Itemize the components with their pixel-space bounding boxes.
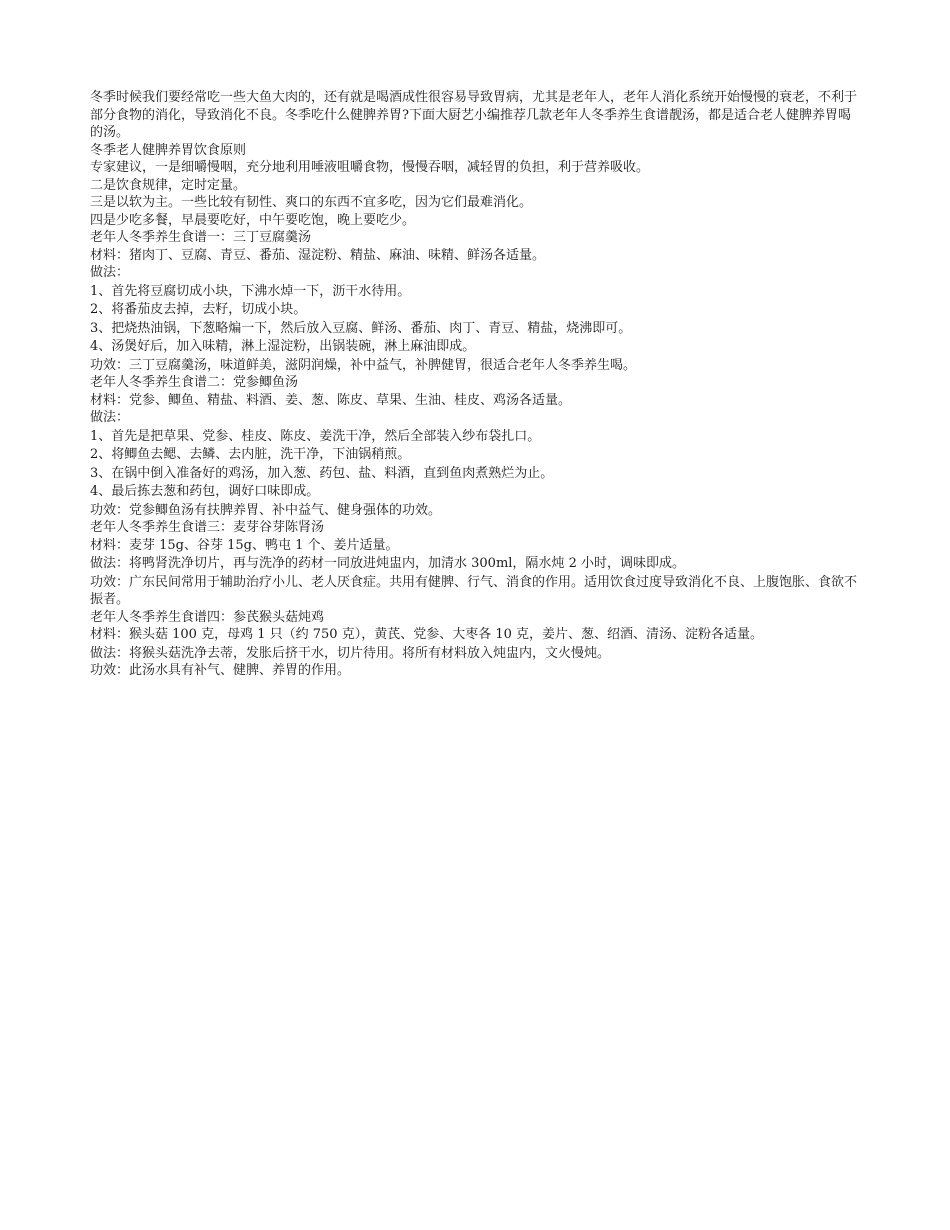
principle-item: 专家建议，一是细嚼慢咽，充分地利用唾液咀嚼食物，慢慢吞咽，减轻胃的负担，利于营养吸收。 — [90, 160, 650, 175]
recipe2-step: 2、将鲫鱼去鳃、去鳞、去内脏，洗干净，下油锅稍煎。 — [90, 447, 411, 462]
principle-item: 三是以软为主。一些比较有韧性、爽口的东西不宜多吃，因为它们最难消化。 — [90, 195, 533, 210]
recipe1-step: 3、把烧热油锅，下葱略煸一下，然后放入豆腐、鲜汤、番茄、肉丁、青豆、精盐，烧沸即可。 — [90, 320, 632, 336]
recipe1-step: 4、汤煲好后，加入味精，淋上湿淀粉，出锅装碗，淋上麻油即成。 — [90, 339, 476, 354]
intro-paragraph: 冬季时候我们要经常吃一些大鱼大肉的，还有就是喝酒成性很容易导致胃病，尤其是老年人，老年人消化系统开始慢慢的衰老，不利于部分食物的消化，导致消化不良。冬季吃什么健脾养胃?下面大厨艺小编推荐几款老年人冬季养生食谱靓汤，都是适合老人健脾养胃喝的汤。 — [90, 90, 858, 140]
recipe2-step: 3、在锅中倒入准备好的鸡汤，加入葱、药包、盐、料酒，直到鱼肉煮熟烂为止。 — [90, 465, 554, 481]
recipe2-heading: 老年人冬季养生食谱二：党参鲫鱼汤 — [90, 375, 299, 390]
recipe1-effect: 功效：三丁豆腐羹汤，味道鲜美，滋阴润燥，补中益气，补脾健胃，很适合老年人冬季养生喝。 — [90, 357, 637, 373]
recipe3-materials: 材料：麦芽 15g、谷芽 15g、鸭屯 1 个、姜片适量。 — [90, 537, 399, 553]
recipe4-heading: 老年人冬季养生食谱四：参芪猴头菇炖鸡 — [90, 609, 325, 625]
recipe2-method-label: 做法： — [90, 410, 130, 425]
recipe1-step: 2、将番茄皮去掉，去籽，切成小块。 — [90, 302, 307, 317]
recipe3-effect: 功效：广东民间常用于辅助治疗小儿、老人厌食症。共用有健脾、行气、消食的作用。适用饮食过度导致消化不良、上腹饱胀、食欲不振者。 — [90, 574, 858, 607]
recipe1-materials: 材料：猪肉丁、豆腐、青豆、番茄、湿淀粉、精盐、麻油、味精、鲜汤各适量。 — [90, 247, 546, 263]
document-body — [90, 89, 860, 680]
recipe2-effect: 功效：党参鲫鱼汤有扶脾养胃、补中益气、健身强体的功效。 — [90, 502, 442, 518]
recipe4-method: 做法：将猴头菇洗净去蒂，发胀后挤干水，切片待用。将所有材料放入炖盅内，文火慢炖。 — [90, 645, 611, 661]
recipe2-materials: 材料：党参、鲫鱼、精盐、料酒、姜、葱、陈皮、草果、生油、桂皮、鸡汤各适量。 — [90, 392, 572, 408]
recipe1-method-label: 做法： — [90, 265, 130, 280]
recipe1-heading: 老年人冬季养生食谱一：三丁豆腐羹汤 — [90, 230, 312, 245]
recipe4-effect: 功效：此汤水具有补气、健脾、养胃的作用。 — [90, 663, 351, 678]
recipe2-step: 1、首先是把草果、党参、桂皮、陈皮、姜洗干净，然后全部装入纱布袋扎口。 — [90, 428, 541, 444]
recipe3-heading: 老年人冬季养生食谱三：麦芽谷芽陈肾汤 — [90, 520, 325, 535]
recipe4-materials: 材料：猴头菇 100 克，母鸡 1 只（约 750 克），黄芪、党参、大枣各 10 克，姜片、葱、绍酒、清汤、淀粉各适量。 — [90, 627, 763, 642]
principle-item: 二是饮食规律，定时定量。 — [90, 177, 247, 193]
recipe1-step: 1、首先将豆腐切成小块，下沸水焯一下，沥干水待用。 — [90, 283, 411, 299]
principle-item: 四是少吃多餐，早晨要吃好，中午要吃饱，晚上要吃少。 — [90, 212, 416, 228]
recipe2-step: 4、最后拣去葱和药包，调好口味即成。 — [90, 484, 320, 499]
recipe3-method: 做法：将鸭肾洗净切片，再与洗净的药材一同放进炖盅内，加清水 300ml，隔水炖 2 小时，调味即成。 — [90, 556, 685, 571]
principles-heading: 冬季老人健脾养胃饮食原则 — [90, 142, 247, 158]
